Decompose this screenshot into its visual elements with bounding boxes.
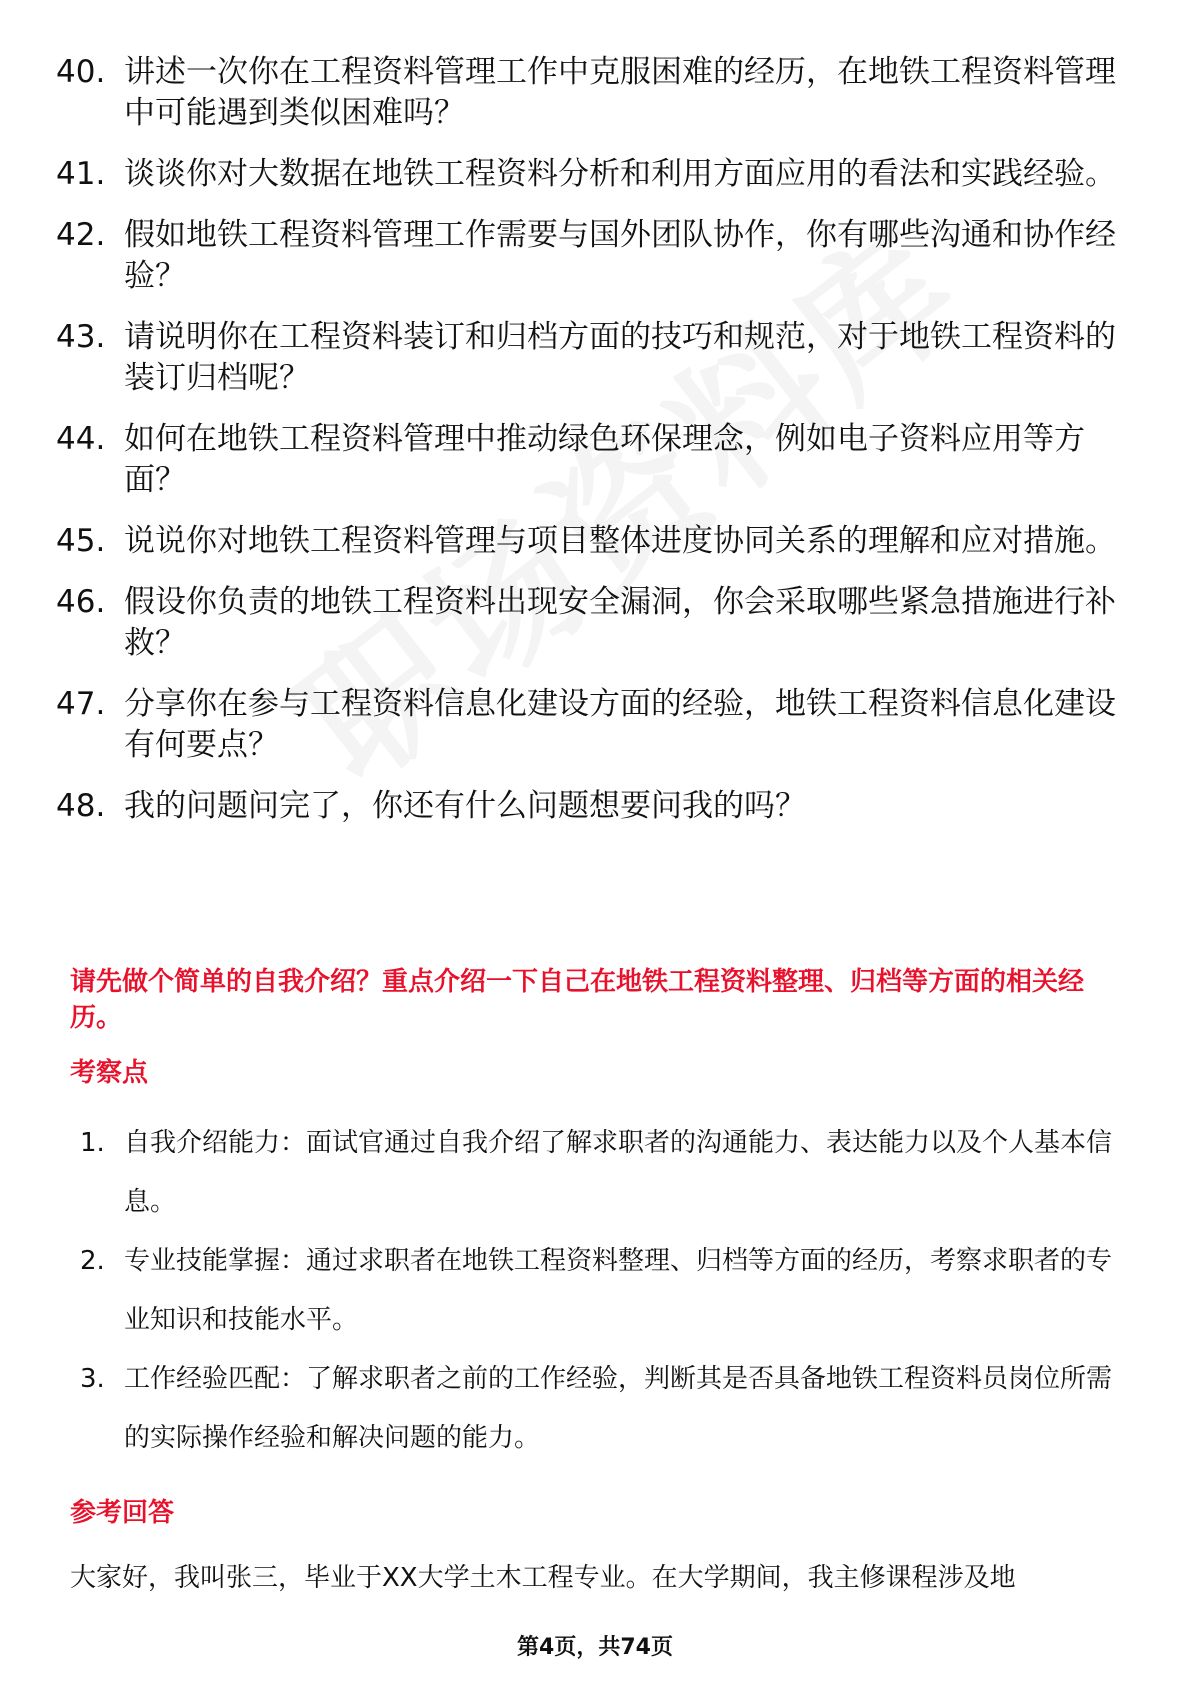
- question-number: 44.: [56, 421, 106, 457]
- list-item: [56, 52, 1136, 134]
- question-text: 假如地铁工程资料管理工作需要与国外团队协作，你有哪些沟通和协作经验？: [124, 217, 1116, 294]
- question-number: 46.: [56, 584, 106, 620]
- question-text: 分享你在参与工程资料信息化建设方面的经验，地铁工程资料信息化建设有何要点？: [124, 686, 1116, 763]
- point-number: 3.: [80, 1364, 105, 1394]
- page-footer: 第4页，共74页: [517, 1635, 673, 1660]
- answer-paragraph: 大家好，我叫张三，毕业于XX大学土木工程专业。在大学期间，我主修课程涉及地: [70, 1563, 1016, 1593]
- question-number: 48.: [56, 788, 106, 824]
- list-item: [56, 786, 1136, 827]
- question-text: 谈谈你对大数据在地铁工程资料分析和利用方面应用的看法和实践经验。: [124, 156, 1116, 192]
- point-number: 1.: [80, 1128, 105, 1158]
- question-number: 47.: [56, 686, 106, 722]
- list-item: [56, 521, 1136, 562]
- section-title-points: 考察点: [70, 1058, 149, 1088]
- list-item: [80, 1350, 1120, 1468]
- question-text: 假设你负责的地铁工程资料出现安全漏洞，你会采取哪些紧急措施进行补救？: [124, 584, 1116, 661]
- question-number: 45.: [56, 523, 106, 559]
- point-text: 工作经验匹配：了解求职者之前的工作经验，判断其是否具备地铁工程资料员岗位所需的实际操作经验和解决问题的能力。: [124, 1364, 1113, 1453]
- list-item: [56, 317, 1136, 399]
- list-item: [56, 154, 1136, 195]
- question-number: 42.: [56, 217, 106, 253]
- question-text: 我的问题问完了，你还有什么问题想要问我的吗？: [124, 788, 806, 824]
- list-item: [80, 1232, 1120, 1350]
- question-text: 请说明你在工程资料装订和归档方面的技巧和规范，对于地铁工程资料的装订归档呢？: [124, 319, 1116, 396]
- question-number: 43.: [56, 319, 106, 355]
- section-title-answer: 参考回答: [70, 1498, 175, 1528]
- list-item: [56, 582, 1136, 664]
- question-text: 讲述一次你在工程资料管理工作中克服困难的经历，在地铁工程资料管理中可能遇到类似困难吗？: [124, 54, 1116, 131]
- question-number: 41.: [56, 156, 106, 192]
- question-list: [56, 52, 1136, 847]
- question-number: 40.: [56, 54, 106, 90]
- list-item: [56, 215, 1136, 297]
- list-item: [56, 684, 1136, 766]
- point-number: 2.: [80, 1246, 105, 1276]
- list-item: [56, 419, 1136, 501]
- list-item: [80, 1114, 1120, 1232]
- point-text: 自我介绍能力：面试官通过自我介绍了解求职者的沟通能力、表达能力以及个人基本信息。: [124, 1128, 1113, 1217]
- point-text: 专业技能掌握：通过求职者在地铁工程资料整理、归档等方面的经历，考察求职者的专业知识和技能水平。: [124, 1246, 1113, 1335]
- main-question-heading: 请先做个简单的自我介绍？重点介绍一下自己在地铁工程资料整理、归档等方面的相关经历。: [70, 967, 1085, 1033]
- question-text: 说说你对地铁工程资料管理与项目整体进度协同关系的理解和应对措施。: [124, 523, 1116, 559]
- question-text: 如何在地铁工程资料管理中推动绿色环保理念，例如电子资料应用等方面？: [124, 421, 1085, 498]
- points-list: [80, 1114, 1120, 1468]
